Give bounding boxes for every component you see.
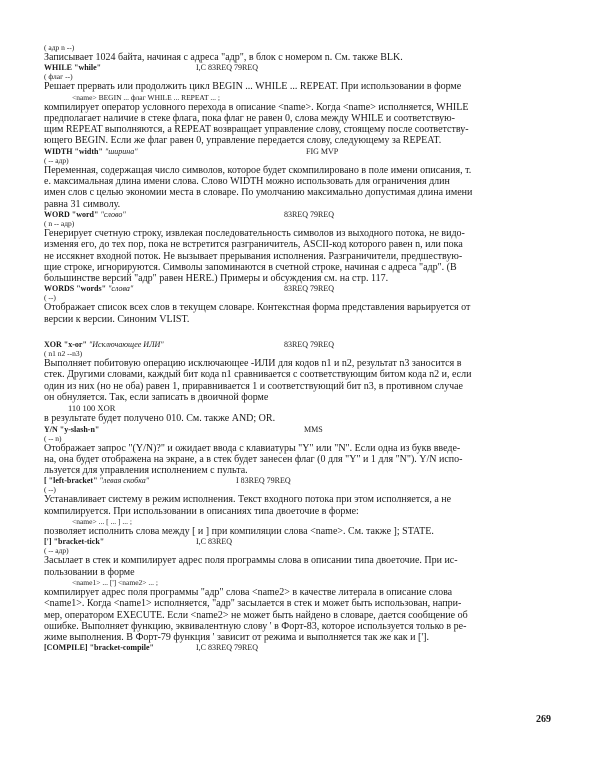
entry-word: Y/N	[44, 424, 60, 434]
entry-word: WIDTH	[44, 146, 75, 156]
entry-heading	[44, 643, 556, 653]
entry-pronunciation: "while"	[74, 63, 102, 73]
dictionary-entry	[44, 210, 556, 284]
entry-description	[44, 302, 556, 325]
entry-word: [	[44, 476, 49, 486]
entry-heading	[44, 284, 556, 294]
stack-effect: ( n1 n2 --n3)	[44, 349, 83, 359]
stack-effect: ( -- адр)	[44, 546, 69, 556]
section-gap	[44, 325, 556, 340]
entry-flags: 83REQ 79REQ	[284, 284, 334, 294]
entry-word: [COMPILE]	[44, 643, 90, 653]
text-line: Отображает запрос "(Y/N)?" и ожидает ввода с клавиатуры "Y" или "N". Если одна из букв введе-	[44, 442, 461, 454]
text-line: один из них (но не оба) равен 1, приравнивается 1 и соответствующий бит n3, в противном случае	[44, 380, 463, 392]
entry-heading	[44, 340, 556, 350]
entry-description	[44, 358, 556, 424]
entry-pronunciation: "left-bracket"	[48, 476, 100, 486]
text-line: в результате будет получено 010. См. также AND; OR.	[44, 413, 276, 425]
text-line: Засылает в стек и компилирует адрес поля программы слова в описании типа двоеточие. При ис-	[44, 555, 458, 567]
entry-description	[44, 494, 556, 537]
text-line: мер, оператором EXECUTE. Если <name2> не может быть найдено в словаре, дается сообщение об	[44, 609, 468, 621]
entry-word: WORD	[44, 209, 72, 219]
text-line: Генерирует счетную строку, извлекая последовательность символов из выходного потока, не видо-	[44, 227, 465, 239]
entry-pronunciation: "words"	[76, 284, 109, 294]
entry-heading	[44, 476, 556, 486]
entry-translation: "слова"	[108, 284, 134, 294]
code-example: 110 100 XOR	[68, 403, 116, 414]
entry-translation: "левая скобка"	[99, 476, 150, 486]
text-line: стек. Другими словами, каждый бит кода n1 сравнивается с соответствующим битом кода n2 и, если	[44, 369, 472, 381]
text-line: пользовании в форме	[44, 566, 135, 578]
stack-effect: ( --)	[44, 293, 56, 303]
entry-translation: "ширина"	[104, 146, 138, 156]
dictionary-entry	[44, 284, 556, 325]
entry-description	[44, 165, 556, 210]
text-line: Устанавливает систему в режим исполнения. Текст входного потока при этом исполняется, а не	[44, 494, 452, 506]
entry-description	[44, 443, 556, 477]
entry-pronunciation: "width"	[74, 146, 105, 156]
code-example: <name> ... [ ... ] ... ;	[72, 517, 132, 527]
stack-effect: ( адр n --)	[44, 43, 75, 52]
dictionary-entry	[44, 44, 556, 63]
text-line: Отображает список всех слов в текущем словаре. Контекстная форма представления варьируется от	[44, 302, 471, 314]
text-line: Решает прервать или продолжить цикл BEGIN ... WHILE ... REPEAT. При использовании в форме	[44, 81, 462, 93]
entry-flags: FIG MVP	[306, 146, 339, 156]
entry-heading	[44, 425, 556, 435]
dictionary-entry	[44, 63, 556, 146]
text-line: щие строке, игнорируются. Символы запоминаются в счетной строке, начиная с адреса "адр". (В	[44, 261, 457, 273]
entry-description	[44, 228, 556, 284]
stack-effect: ( -- адр)	[44, 155, 69, 165]
entry-pronunciation: "bracket-compile"	[89, 643, 154, 653]
entry-pronunciation: "x-or"	[63, 340, 89, 350]
dictionary-entry	[44, 476, 556, 537]
text-line: Переменная, содержащая число символов, которое будет скомпилировано в поле имени описания, т.	[44, 164, 472, 176]
stack-effect: ( -- n)	[44, 433, 62, 443]
entry-word: [']	[44, 537, 54, 547]
text-line: равна 31 символу.	[44, 198, 121, 210]
text-line: предполагает наличие в стеке флага, пока флаг не равен 0, слова между WHILE и соответствую-	[44, 112, 455, 124]
entry-word: WHILE	[44, 63, 75, 73]
entry-flags: 83REQ 79REQ	[284, 340, 334, 350]
entry-description	[44, 555, 556, 643]
entry-heading	[44, 147, 556, 157]
text-line: не иссякнет входной поток. Не вызывает прерывания исполнения. Разграничители, предшествую-	[44, 250, 463, 262]
dictionary-page	[44, 44, 556, 653]
entry-translation: "Исключающее ИЛИ"	[88, 340, 164, 350]
dictionary-entry	[44, 425, 556, 477]
code-example: <name> BEGIN ... флаг WHILE ... REPEAT ... ;	[72, 92, 220, 102]
text-line: версии к версии. Синоним VLIST.	[44, 313, 190, 325]
entry-translation: "слово"	[100, 209, 126, 219]
entry-pronunciation: "y-slash-n"	[59, 424, 100, 434]
text-line: большинстве версий "адр" равен HERE.) Примеры и обсуждения см. на стр. 117.	[44, 273, 389, 285]
entry-heading	[44, 537, 556, 547]
entry-description	[44, 81, 556, 146]
entry-flags: I,C 83REQ	[196, 537, 232, 547]
text-line: компилирует оператор условного перехода в описание <name>. Когда <name> исполняется, WHILE	[44, 101, 469, 113]
text-line: льзуется для управления исполнением с пульта.	[44, 465, 248, 477]
text-line: изменяя его, до тех пор, пока не встретится разграничитель, ASCII-код которого равен n, или пока	[44, 239, 463, 251]
text-line: Записывает 1024 байта, начиная с адреса "адр", в блок с номером n. См. также BLK.	[44, 52, 403, 63]
entry-flags: 83REQ 79REQ	[284, 209, 334, 219]
entry-description	[44, 52, 556, 63]
text-line: е. максимальная длина имени слова. Слово WIDTH можно использовать для ограничения длин	[44, 176, 450, 188]
text-line: позволяет исполнить слова между [ и ] при компиляции слова <name>. См. также ]; STATE.	[44, 526, 434, 538]
text-line: имен слов с целью экономии места в словаре. По умолчанию максимально допустимая длина имени	[44, 187, 473, 199]
dictionary-entry	[44, 643, 556, 653]
stack-effect: ( --)	[44, 485, 56, 495]
dictionary-entry	[44, 537, 556, 643]
text-line: ошибке. Выполняет функцию, эквивалентную слову ' в Форт-83, которое используется только в ре-	[44, 620, 467, 632]
text-line: жиме выполнения. В Форт-79 функция ' зависит от режима и выполняется так же как и ['].	[44, 632, 429, 644]
code-example: <name1> ... ['] <name2> ... ;	[72, 577, 158, 587]
entry-word: XOR	[44, 340, 64, 350]
text-line: <name1>. Когда <name1> исполняется, "адр" засылается в стек и может быть использован, напри-	[44, 598, 462, 610]
dictionary-entry	[44, 340, 556, 424]
text-line: ющего BEGIN. Если же флаг равен 0, управление передается слову, следующему за REPEAT.	[44, 135, 442, 147]
entry-flags: I,C 83REQ 79REQ	[196, 643, 258, 653]
dictionary-entry	[44, 147, 556, 210]
entry-flags: I 83REQ 79REQ	[236, 476, 291, 486]
entry-word: WORDS	[44, 284, 77, 294]
entry-flags: MMS	[304, 424, 323, 434]
text-line: щим REPEAT выполняются, а REPEAT возвращает управление слову, стоящему после соответству-	[44, 124, 469, 136]
entry-heading	[44, 210, 556, 220]
text-line: компилирует адрес поля программы "адр" слова <name2> в качестве литерала в описание слова	[44, 586, 453, 598]
entry-heading	[44, 63, 556, 73]
entry-pronunciation: "bracket-tick"	[53, 537, 105, 547]
stack-effect: ( флаг --)	[44, 72, 73, 82]
entry-pronunciation: "word"	[71, 209, 101, 219]
text-line: на, она будет отображена на экране, а в стек будет занесен флаг (0 для "Y" и 1 для "N"). Y/N испо-	[44, 453, 463, 465]
text-line: компилируется. При использовании в описаниях типа двоеточие в форме:	[44, 505, 359, 517]
text-line: он обнуляется. Так, если записать в двоичной форме	[44, 391, 269, 403]
entry-flags: I,C 83REQ 79REQ	[196, 63, 258, 73]
text-line: Выполняет побитовую операцию исключающее -ИЛИ для кодов n1 и n2, результат n3 заносится в	[44, 358, 462, 370]
page-number: 269	[536, 714, 551, 725]
stack-effect: ( n -- адр)	[44, 218, 75, 228]
